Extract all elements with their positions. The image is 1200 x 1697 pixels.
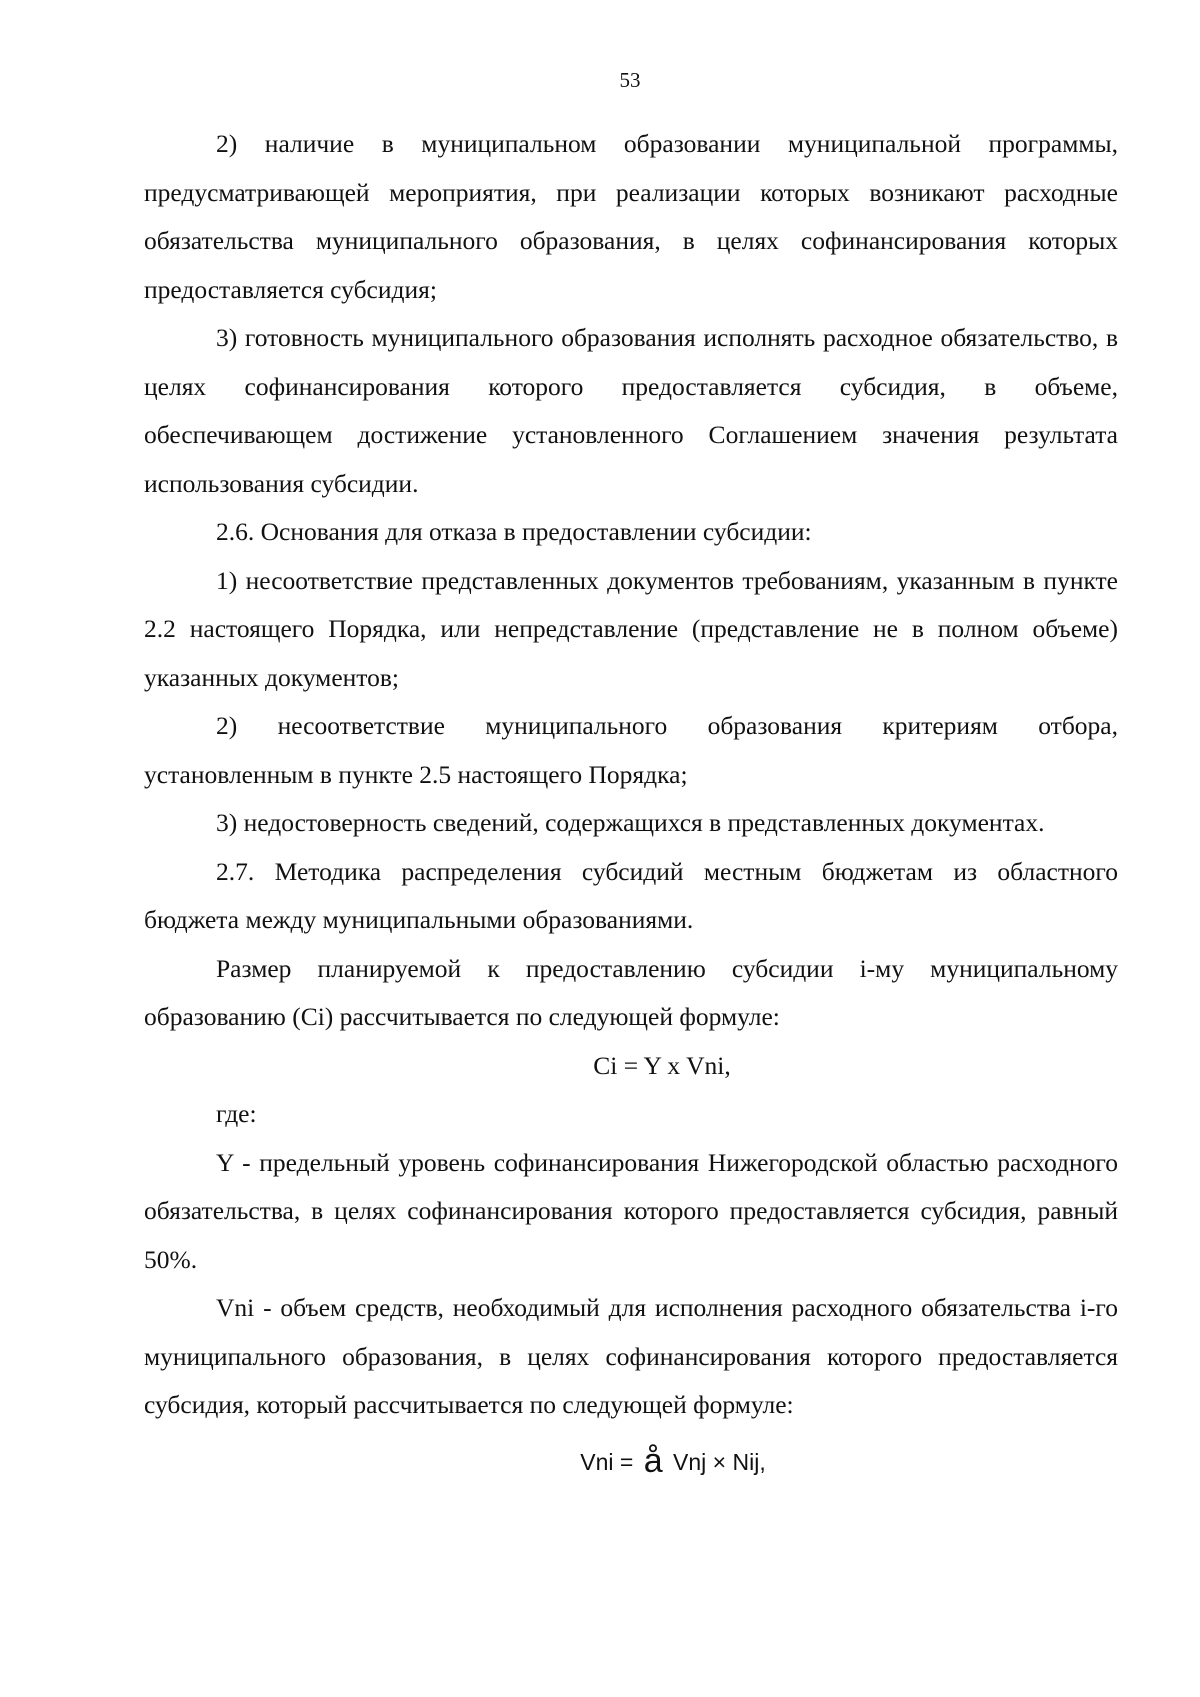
paragraph-where: где: [216,1099,257,1128]
sum-symbol: å [643,1441,663,1480]
section-2-6-heading: 2.6. Основания для отказа в предоставлении субсидии: [216,517,812,546]
paragraph-criterion-2: 2) наличие в муниципальном образовании муниципальной программы, предусматривающей мероприятия, при реализации которых возникают расходные обязательства муниципального образования, в целях софинансирования которых предоставляется субсидия; [144,129,1118,304]
section-2-7-heading: 2.7. Методика распределения субсидий местным бюджетам из областного бюджета между муниципальными образованиями. [144,856,1118,934]
formula-ci: Ci = Y x Vni, [593,1050,731,1080]
paragraph-vni-definition: Vni - объем средств, необходимый для исполнения расходного обязательства i-го муниципального образования, в целях софинансирования которого предоставляется субсидия, который рассчитывается по следующей формуле: [144,1293,1118,1419]
formula-vni-right: Vnj × Nij, [666,1448,766,1475]
paragraph-refusal-1: 1) несоответствие представленных документов требованиям, указанным в пункте 2.2 настоящего Порядка, или непредставление (представление не в полном объеме) указанных документов; [144,565,1118,692]
paragraph-y-definition: Y - предельный уровень софинансирования Нижегородской областью расходного обязательства, в целях софинансирования которого предоставляется субсидия, равный 50%. [144,1147,1118,1274]
document-body [144,120,1118,1486]
paragraph-refusal-2: 2) несоответствие муниципального образования критериям отбора, установленным в пункте 2.5 настоящего Порядка; [144,711,1118,789]
formula-vni [144,1437,1118,1487]
paragraph-criterion-3: 3) готовность муниципального образования исполнять расходное обязательство, в целях софинансирования которого предоставляется субсидия, в объеме, обеспечивающем достижение установленного Соглашением значения результата использования субсидии. [144,323,1118,498]
paragraph-subsidy-size: Размер планируемой к предоставлению субсидии i-му муниципальному образованию (Ci) рассчитывается по следующей формуле: [144,953,1118,1031]
page-number: 53 [619,68,641,92]
paragraph-refusal-3: 3) недостоверность сведений, содержащихся в представленных документах. [216,808,1045,837]
formula-vni-left: Vni = [580,1448,640,1475]
